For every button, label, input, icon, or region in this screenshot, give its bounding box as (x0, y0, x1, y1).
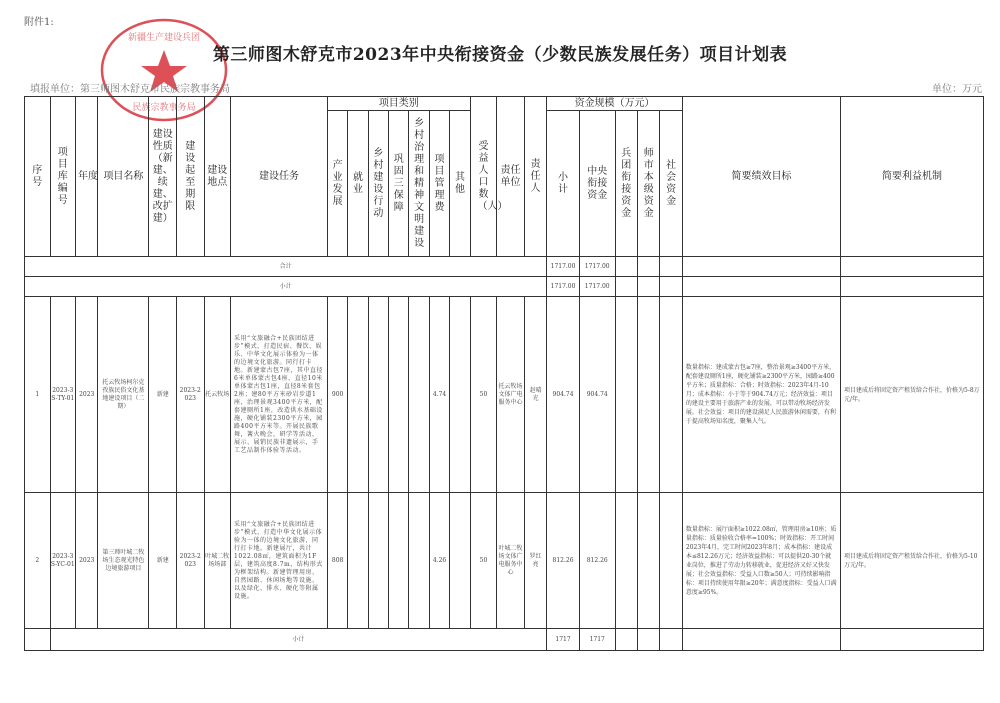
project-cat-industry: 900 (327, 297, 347, 493)
table-row (25, 493, 984, 629)
project-period: 2023-2023 (176, 297, 204, 493)
project-central: 812.26 (579, 493, 615, 629)
col-cat-culture: 乡村治理和精神文明建设 (409, 111, 429, 257)
project-resp-person: 罗红亮 (524, 493, 546, 629)
col-period: 建设起至期限 (176, 97, 204, 257)
total-label: 合计 (25, 257, 547, 277)
project-central: 904.74 (579, 297, 615, 493)
svg-text:民族宗教事务局: 民族宗教事务局 (132, 103, 196, 113)
project-name: 第三师叶城二牧场生态观光特色边境旅游项目 (98, 493, 149, 629)
col-place: 建设地点 (204, 97, 231, 257)
col-category: 项目类别 (327, 97, 470, 111)
col-subtotal: 小计 (547, 111, 580, 257)
project-seq: 1 (25, 297, 51, 493)
project-name: 托云牧场柯尔克孜族民俗文化基地建设项目（二期） (98, 297, 149, 493)
col-resp-unit: 责任单位 (497, 97, 525, 257)
project-beneficiaries: 50 (470, 297, 497, 493)
subtotal-central: 1717.00 (579, 277, 615, 297)
project-place: 托云牧场 (204, 297, 231, 493)
project-nature: 新建 (149, 493, 177, 629)
subtotal-row (25, 277, 984, 297)
col-central: 中央衔接资金 (579, 111, 615, 257)
col-cat-other: 其他 (450, 111, 470, 257)
bottom-subtotal-row (25, 629, 984, 651)
project-goals: 数量指标：建成蒙古包≥7座，整治景观≥3400平方米，配套建设厕所1座，硬化铺装≥2300平方米，园路≥400平方米；质量指标：合格；时效指标：2023年4月-10月；成本指标：小于等于904.74万元；经济效益：项目的建设主要用于旅游产业的发展，可以带动牧场经济发展。社会效益：项目的建设满足人民旅游休闲需要，有利于提高牧场知名度，聚集人气。 (682, 297, 840, 493)
subtotal-subtotal: 1717.00 (547, 277, 580, 297)
project-plan-table (24, 96, 984, 651)
filling-unit: 填报单位：第三师图木舒克市民族宗教事务局 (30, 84, 230, 95)
project-seq: 2 (25, 493, 51, 629)
project-subtotal: 904.74 (547, 297, 580, 493)
project-task: 采用“文旅融合+民族团结进步”模式，打造民宿、餐饮、娱乐、中华文化展示体验为一体的边境文化旅游。同行打卡地。新建蒙古包7座，其中直径6米单体蒙古包4座，直径10米单体蒙古包1座，直径8米套包2座；建80平方米砂岩步道1座，治理景观3400平方米，配套建厕所1座，改造供水基础设施，硬化铺装2300平方米，园路400平方米等。开展民族歌舞，篝火晚会，研学等活动，展示、展销民族非遗展示，手工艺品制作体验等活动。 (231, 297, 328, 493)
col-division: 师市本级资金 (637, 111, 659, 257)
subtotal-label: 小计 (25, 277, 547, 297)
project-beneficiaries: 50 (470, 493, 497, 629)
project-cat-mgmt: 4.26 (429, 493, 449, 629)
bottom-subtotal: 1717 (547, 629, 580, 651)
project-resp-person: 赵晴光 (524, 297, 546, 493)
table-row (25, 297, 984, 493)
col-seq: 序号 (25, 97, 51, 257)
project-year: 2023 (76, 297, 98, 493)
project-period: 2023-2023 (176, 493, 204, 629)
svg-text:新疆生产建设兵团: 新疆生产建设兵团 (127, 33, 201, 43)
project-benefit: 项目建成后将固定资产租赁给合作社，价格为5-10万元/年。 (841, 493, 984, 629)
project-subtotal: 812.26 (547, 493, 580, 629)
annex-label: 附件1: (24, 17, 54, 28)
col-task: 建设任务 (231, 97, 328, 257)
col-cat-poverty: 巩固三保障 (389, 111, 409, 257)
project-resp-unit: 叶城二牧场文体广电服务中心 (497, 493, 525, 629)
col-nature: 建设性质（新建、续建、改扩建） (149, 97, 177, 257)
col-cat-industry: 产业发展 (327, 111, 347, 257)
project-lib-no: 2023-3S-TY-01 (50, 297, 76, 493)
total-central: 1717.00 (579, 257, 615, 277)
col-name: 项目名称 (98, 97, 149, 257)
col-cat-employment: 就业 (348, 111, 368, 257)
col-corps: 兵团衔接资金 (615, 111, 637, 257)
total-subtotal: 1717.00 (547, 257, 580, 277)
project-cat-industry: 808 (327, 493, 347, 629)
col-goals: 简要绩效目标 (682, 97, 840, 257)
currency-unit: 单位：万元 (932, 84, 982, 95)
col-lib-no: 项目库编号 (50, 97, 76, 257)
col-cat-mgmt: 项目管理费 (429, 111, 449, 257)
bottom-label: 小计 (50, 629, 547, 651)
project-nature: 新建 (149, 297, 177, 493)
project-task: 采用“文旅融合+民族团结进步”模式，打造中华文化展示体验为一体的边境文化旅游，同行打卡地。新建展厅，共计1022.08㎡，建筑面积为1F层，建筑高度8.7m，结构形式为框架结构。新建管理用房、自然园路、休闲场地等设施、以及绿化、排水、硬化等附属设施。 (231, 493, 328, 629)
col-social: 社会资金 (660, 111, 683, 257)
total-row (25, 257, 984, 277)
project-benefit: 项目建成后将固定资产租赁给合作社，价格为5-8万元/年。 (841, 297, 984, 493)
col-beneficiaries: 受益人口数（人） (470, 97, 497, 257)
col-year: 年度 (76, 97, 98, 257)
col-benefit: 简要利益机制 (841, 97, 984, 257)
col-resp-person: 责任人 (524, 97, 546, 257)
project-cat-mgmt: 4.74 (429, 297, 449, 493)
project-resp-unit: 托云牧场文体广电服务中心 (497, 297, 525, 493)
project-lib-no: 2023-3S-YC-01 (50, 493, 76, 629)
bottom-central: 1717 (579, 629, 615, 651)
project-year: 2023 (76, 493, 98, 629)
page-title: 第三师图木舒克市2023年中央衔接资金（少数民族发展任务）项目计划表 (212, 45, 788, 65)
col-cat-rural: 乡村建设行动 (368, 111, 388, 257)
project-place: 叶城二牧场场部 (204, 493, 231, 629)
col-funds: 资金规模（万元） (547, 97, 683, 111)
project-goals: 数量指标：展厅面积≥1022.08㎡，管理用房≥10座；质量指标：质量验收合格率=100%；时效指标：开工时间2023年4月，完工时间2023年8月；成本指标：建设成本≤812.26万元；经济效益指标：可以提供20-30个就业岗位，推进了劳动力转移就业，促进经济又好又快发展；社会效益指标：受益人口数≥50人；可持续影响指标：项目持续使用年限≥20年；满意度指标：受益人口满意度≥95%。 (682, 493, 840, 629)
